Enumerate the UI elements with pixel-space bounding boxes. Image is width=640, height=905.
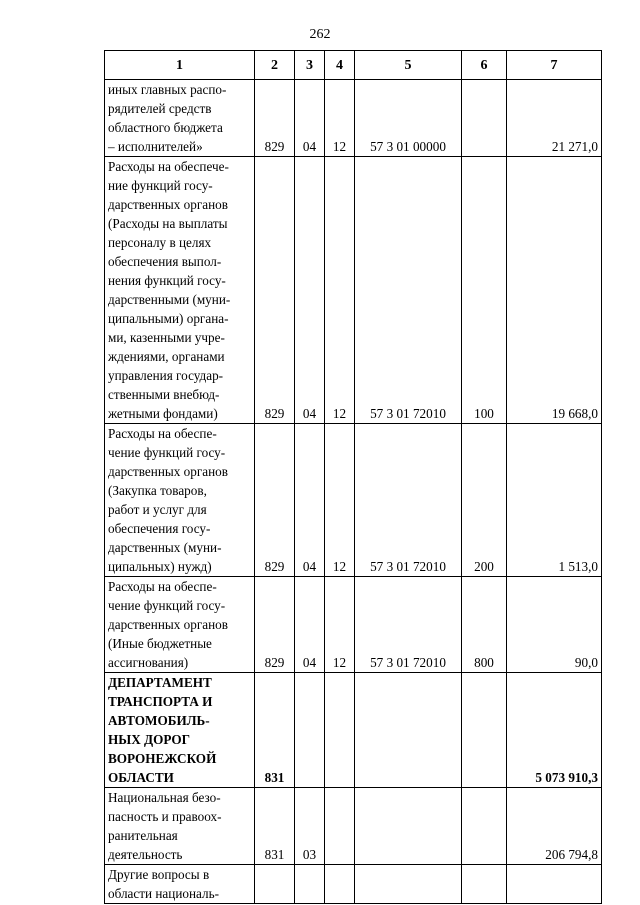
header-cell-target: 5 — [355, 51, 462, 80]
name-cell — [105, 673, 255, 788]
name-line: Расходы на обеспече- — [108, 159, 229, 174]
amount-cell: 90,0 — [507, 577, 602, 673]
amount-cell: 206 794,8 — [507, 788, 602, 865]
target-cell — [355, 865, 462, 904]
header-cell-code: 2 — [255, 51, 295, 80]
section-cell — [295, 865, 325, 904]
name-line: дарственных органов — [108, 617, 228, 632]
subsection-cell: 12 — [325, 80, 355, 157]
code-cell: 829 — [255, 577, 295, 673]
name-line: (Расходы на выплаты — [108, 216, 228, 231]
name-line: ципальных) нужд) — [108, 559, 212, 574]
name-line: дарственными (муни- — [108, 292, 231, 307]
header-cell-section: 3 — [295, 51, 325, 80]
budget-table — [104, 50, 602, 904]
name-cell — [105, 577, 255, 673]
target-cell: 57 3 01 72010 — [355, 157, 462, 424]
name-line: пасность и правоох- — [108, 809, 222, 824]
section-cell: 03 — [295, 788, 325, 865]
subsection-cell — [325, 788, 355, 865]
name-line: ственными внебюд- — [108, 387, 220, 402]
type-cell — [462, 865, 507, 904]
subsection-cell: 12 — [325, 157, 355, 424]
table-row — [105, 424, 602, 577]
target-cell: 57 3 01 72010 — [355, 577, 462, 673]
name-line: рядителей средств — [108, 101, 212, 116]
name-line: чение функций госу- — [108, 445, 226, 460]
table-row — [105, 577, 602, 673]
amount-cell: 5 073 910,3 — [507, 673, 602, 788]
name-line: – исполнителей» — [108, 139, 203, 154]
name-line: ОБЛАСТИ — [108, 770, 174, 785]
table-row — [105, 865, 602, 904]
type-cell: 200 — [462, 424, 507, 577]
name-line: дарственных органов — [108, 197, 228, 212]
name-line: ТРАНСПОРТА И — [108, 694, 213, 709]
name-cell — [105, 157, 255, 424]
name-line: ранительная — [108, 828, 178, 843]
name-line: Расходы на обеспе- — [108, 426, 217, 441]
name-line: управления государ- — [108, 368, 224, 383]
name-line: обеспечения госу- — [108, 521, 211, 536]
table-row — [105, 673, 602, 788]
name-line: области националь- — [108, 886, 220, 901]
target-cell — [355, 673, 462, 788]
section-cell: 04 — [295, 80, 325, 157]
subsection-cell: 12 — [325, 424, 355, 577]
name-line: областного бюджета — [108, 120, 223, 135]
name-line: персоналу в целях — [108, 235, 212, 250]
type-cell — [462, 80, 507, 157]
name-line: жетными фондами) — [108, 406, 218, 421]
name-line: ждениями, органами — [108, 349, 225, 364]
code-cell: 829 — [255, 157, 295, 424]
name-line: дарственных (муни- — [108, 540, 222, 555]
name-line: нения функций госу- — [108, 273, 226, 288]
section-cell: 04 — [295, 157, 325, 424]
page-number: 262 — [309, 27, 331, 42]
name-line: ассигнования) — [108, 655, 189, 670]
table-row — [105, 80, 602, 157]
name-line: ДЕПАРТАМЕНТ — [108, 675, 212, 690]
subsection-cell — [325, 865, 355, 904]
table-row — [105, 788, 602, 865]
header-cell-type: 6 — [462, 51, 507, 80]
table-row — [105, 157, 602, 424]
name-line: иных главных распо- — [108, 82, 227, 97]
target-cell: 57 3 01 72010 — [355, 424, 462, 577]
amount-cell: 1 513,0 — [507, 424, 602, 577]
name-line: НЫХ ДОРОГ — [108, 732, 190, 747]
amount-cell: 21 271,0 — [507, 80, 602, 157]
header-cell-subsection: 4 — [325, 51, 355, 80]
name-line: обеспечения выпол- — [108, 254, 222, 269]
name-line: Национальная безо- — [108, 790, 221, 805]
subsection-cell — [325, 673, 355, 788]
code-cell: 831 — [255, 788, 295, 865]
name-line: дарственных органов — [108, 464, 228, 479]
name-line: работ и услуг для — [108, 502, 207, 517]
code-cell: 831 — [255, 673, 295, 788]
name-cell — [105, 865, 255, 904]
type-cell — [462, 788, 507, 865]
target-cell: 57 3 01 00000 — [355, 80, 462, 157]
name-cell — [105, 80, 255, 157]
name-line: (Закупка товаров, — [108, 483, 207, 498]
header-cell-name: 1 — [105, 51, 255, 80]
header-row — [105, 51, 602, 80]
section-cell: 04 — [295, 577, 325, 673]
name-line: ми, казенными учре- — [108, 330, 225, 345]
name-line: чение функций госу- — [108, 598, 226, 613]
name-cell — [105, 424, 255, 577]
section-cell: 04 — [295, 424, 325, 577]
type-cell — [462, 673, 507, 788]
code-cell — [255, 865, 295, 904]
header-cell-amount: 7 — [507, 51, 602, 80]
code-cell: 829 — [255, 80, 295, 157]
name-line: ние функций госу- — [108, 178, 213, 193]
code-cell: 829 — [255, 424, 295, 577]
name-line: ципальными) органа- — [108, 311, 229, 326]
name-line: ВОРОНЕЖСКОЙ — [108, 751, 217, 766]
target-cell — [355, 788, 462, 865]
type-cell: 800 — [462, 577, 507, 673]
name-line: Другие вопросы в — [108, 867, 210, 882]
name-line: АВТОМОБИЛЬ- — [108, 713, 210, 728]
name-cell — [105, 788, 255, 865]
table-body — [105, 80, 602, 904]
name-line: (Иные бюджетные — [108, 636, 212, 651]
name-line: Расходы на обеспе- — [108, 579, 217, 594]
name-line: деятельность — [108, 847, 183, 862]
amount-cell — [507, 865, 602, 904]
section-cell — [295, 673, 325, 788]
type-cell: 100 — [462, 157, 507, 424]
amount-cell: 19 668,0 — [507, 157, 602, 424]
subsection-cell: 12 — [325, 577, 355, 673]
